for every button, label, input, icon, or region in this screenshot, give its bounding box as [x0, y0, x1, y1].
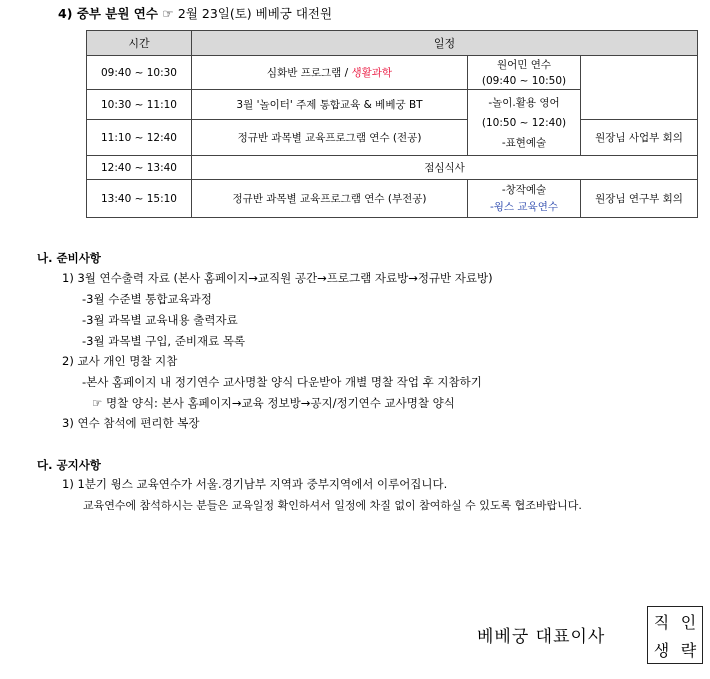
signature-name: 베베궁 대표이사	[477, 627, 606, 647]
table-row	[87, 120, 698, 156]
notice-line: 교육연수에 참석하시는 분들은 교육일정 확인하셔서 일정에 차질 없이 참여하실 수 있도록 협조바랍니다.	[83, 499, 582, 512]
program-cell	[192, 56, 468, 90]
table-header-row	[87, 31, 698, 56]
program-cell: 정규반 과목별 교육프로그램 연수 (전공)	[192, 120, 468, 156]
time-cell: 13:40 ~ 15:10	[87, 180, 192, 218]
program-cell: 정규반 과목별 교육프로그램 연수 (부전공)	[192, 180, 468, 218]
side-text: -창작예술	[501, 183, 547, 196]
table-row	[87, 180, 698, 218]
stamp-char: 인	[680, 612, 697, 632]
section-number: 4)	[58, 6, 73, 21]
prep-line: -본사 홈페이지 내 정기연수 교사명찰 양식 다운받아 개별 명찰 작업 후 지참하기	[82, 375, 482, 389]
program-cell: 3월 '놀이터' 주제 통합교육 & 베베궁 BT	[192, 90, 468, 120]
time-cell: 09:40 ~ 10:30	[87, 56, 192, 90]
lunch-cell: 점심식사	[192, 156, 698, 180]
prep-line: 2) 교사 개인 명찰 지참	[62, 354, 178, 368]
prep-line: 3) 연수 참석에 편리한 복장	[62, 416, 200, 430]
time-cell: 11:10 ~ 12:40	[87, 120, 192, 156]
stamp-char: 직	[653, 612, 670, 632]
pointing-hand-icon: ☞	[162, 6, 174, 21]
side-text: (09:40 ~ 10:50)	[481, 74, 567, 87]
schedule-table	[86, 30, 698, 218]
side-text: (10:50 ~ 12:40)	[481, 116, 567, 129]
prep-line: 1) 3월 연수출력 자료 (본사 홈페이지→교직원 공간→프로그램 자료방→정규반 자료방)	[62, 271, 493, 285]
section-heading	[58, 4, 332, 22]
director-meeting-cell: 원장님 사업부 회의	[581, 120, 698, 156]
side-text: -윙스 교육연수	[490, 200, 558, 213]
notice-title: 다. 공지사항	[37, 458, 101, 472]
prep-title: 나. 준비사항	[37, 251, 101, 265]
header-schedule: 일정	[192, 31, 698, 56]
table-row	[87, 56, 698, 90]
prep-line: ☞ 명찰 양식: 본사 홈페이지→교육 정보방→공지/정기연수 교사명찰 양식	[92, 396, 455, 410]
prep-line: -3월 과목별 구입, 준비재료 목록	[82, 334, 246, 348]
stamp-char: 략	[680, 640, 697, 660]
creative-art-cell	[468, 180, 581, 218]
section-title: 중부 분원 연수	[76, 6, 158, 21]
notice-line: 1) 1분기 윙스 교육연수가 서울.경기남부 지역과 중부지역에서 이루어집니다.	[62, 477, 448, 491]
side-text: -표현예술	[501, 136, 547, 149]
header-time: 시간	[87, 31, 192, 56]
side-text: -놀이.활용 영어	[488, 96, 560, 109]
seal-stamp	[647, 606, 703, 664]
program-highlight: 생활과학	[351, 67, 393, 79]
native-training-cell	[468, 56, 581, 90]
time-cell: 12:40 ~ 13:40	[87, 156, 192, 180]
side-text: 원어민 연수	[496, 58, 552, 71]
prep-line: -3월 과목별 교육내용 출력자료	[82, 313, 238, 327]
time-cell: 10:30 ~ 11:10	[87, 90, 192, 120]
section-detail: 2월 23일(토) 베베궁 대전원	[177, 6, 333, 21]
prep-line: -3월 수준별 통합교육과정	[82, 292, 212, 306]
english-art-cell	[468, 90, 581, 156]
empty-cell	[581, 56, 698, 120]
table-row	[87, 156, 698, 180]
stamp-char: 생	[653, 640, 670, 660]
program-text: 심화반 프로그램 /	[266, 67, 352, 79]
director-meeting-cell: 원장님 연구부 회의	[581, 180, 698, 218]
